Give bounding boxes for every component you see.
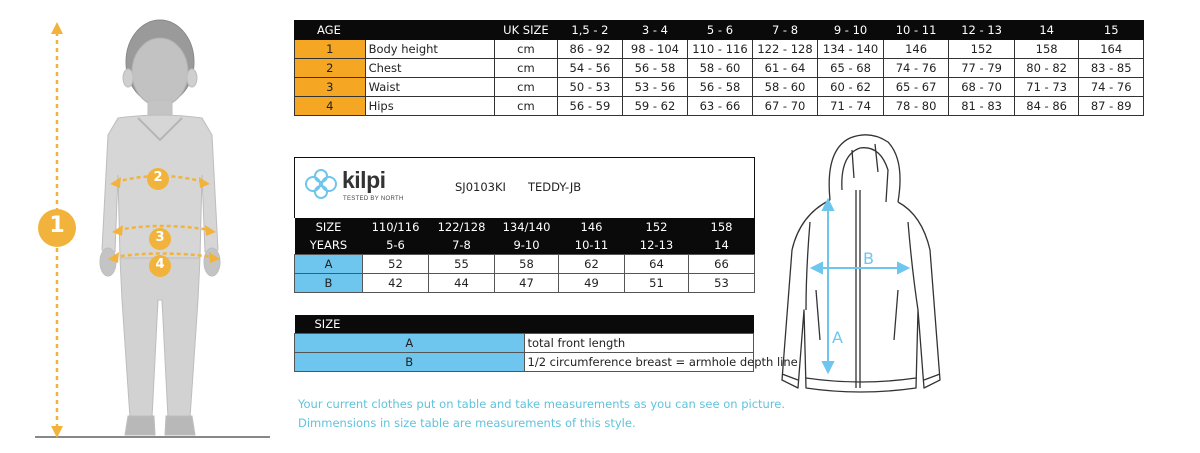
size-chart-header-row	[295, 21, 1144, 40]
table-cell: 158	[1014, 40, 1079, 59]
row-label: Chest	[365, 59, 494, 78]
brand-header-box	[294, 157, 755, 218]
table-cell: 65 - 67	[883, 78, 949, 97]
table-row	[295, 353, 754, 372]
row-label: A	[295, 334, 525, 353]
table-cell: 78 - 80	[883, 97, 949, 116]
header-uk-size: UK SIZE	[494, 21, 558, 40]
years-cell: 7-8	[429, 236, 495, 255]
table-cell: 42	[363, 274, 429, 293]
table-cell: 56 - 58	[622, 59, 688, 78]
table-cell: 56 - 58	[688, 78, 753, 97]
table-cell: 52	[363, 255, 429, 274]
table-cell: 65 - 68	[818, 59, 884, 78]
header-size: 7 - 8	[752, 21, 818, 40]
table-cell: 67 - 70	[752, 97, 818, 116]
table-cell: 110 - 116	[688, 40, 753, 59]
brand-name: kilpi	[342, 167, 386, 193]
table-cell: 63 - 66	[688, 97, 753, 116]
table-cell: 77 - 79	[949, 59, 1015, 78]
row-number: 4	[295, 97, 366, 116]
header-size: 9 - 10	[818, 21, 884, 40]
table-cell: 47	[495, 274, 559, 293]
table-cell: 146	[883, 40, 949, 59]
table-row	[295, 40, 1144, 59]
table-cell: 51	[625, 274, 689, 293]
product-name: TEDDY-JB	[528, 180, 582, 194]
legend-header: SIZE	[295, 315, 754, 334]
size-cell: 122/128	[429, 218, 495, 236]
table-cell: 58 - 60	[688, 59, 753, 78]
table-row	[295, 78, 1144, 97]
table-cell: 81 - 83	[949, 97, 1015, 116]
table-cell: 68 - 70	[949, 78, 1015, 97]
brand-tagline: TESTED BY NORTH	[343, 196, 404, 202]
years-cell: 9-10	[495, 236, 559, 255]
table-cell: 98 - 104	[622, 40, 688, 59]
years-row	[295, 236, 755, 255]
marker-waist: 3	[155, 230, 165, 245]
note-line-2: Dimmensions in size table are measurements of this style.	[298, 416, 636, 430]
table-cell: 71 - 74	[818, 97, 884, 116]
table-cell: 74 - 76	[883, 59, 949, 78]
table-cell: 55	[429, 255, 495, 274]
row-label: B	[295, 274, 363, 293]
row-number: 3	[295, 78, 366, 97]
size-row	[295, 218, 755, 236]
table-cell: 152	[949, 40, 1015, 59]
marker-hips: 4	[155, 257, 165, 272]
product-code: SJ0103KI	[455, 180, 506, 194]
table-cell: 44	[429, 274, 495, 293]
table-cell: 86 - 92	[558, 40, 623, 59]
row-unit: cm	[494, 59, 558, 78]
table-cell: 134 - 140	[818, 40, 884, 59]
jacket-illustration	[770, 130, 950, 400]
table-row	[295, 334, 754, 353]
jacket-label-a: A	[832, 328, 843, 347]
row-number: 1	[295, 40, 366, 59]
table-cell: 61 - 64	[752, 59, 818, 78]
years-label: YEARS	[295, 236, 363, 255]
header-size: 10 - 11	[883, 21, 949, 40]
note-line-1: Your current clothes put on table and take measurements as you can see on picture.	[298, 397, 786, 411]
table-cell: 84 - 86	[1014, 97, 1079, 116]
years-cell: 5-6	[363, 236, 429, 255]
table-cell: 74 - 76	[1079, 78, 1144, 97]
table-cell: 56 - 59	[558, 97, 623, 116]
row-unit: cm	[494, 40, 558, 59]
row-description: total front length	[524, 334, 754, 353]
marker-chest: 2	[153, 170, 163, 185]
header-size: 1,5 - 2	[558, 21, 623, 40]
years-cell: 10-11	[559, 236, 625, 255]
table-row	[295, 59, 1144, 78]
measurement-legend-table	[294, 315, 798, 372]
table-cell: 62	[559, 255, 625, 274]
table-cell: 49	[559, 274, 625, 293]
table-cell: 71 - 73	[1014, 78, 1079, 97]
table-cell: 87 - 89	[1079, 97, 1144, 116]
header-size: 5 - 6	[688, 21, 753, 40]
row-number: 2	[295, 59, 366, 78]
table-cell: 53	[689, 274, 755, 293]
row-label: Hips	[365, 97, 494, 116]
row-label: Waist	[365, 78, 494, 97]
table-cell: 54 - 56	[558, 59, 623, 78]
table-cell: 53 - 56	[622, 78, 688, 97]
years-cell: 14	[689, 236, 755, 255]
row-label: Body height	[365, 40, 494, 59]
marker-height: 1	[49, 213, 65, 238]
table-cell: 122 - 128	[752, 40, 818, 59]
table-cell: 66	[689, 255, 755, 274]
size-cell: 158	[689, 218, 755, 236]
row-label: B	[295, 353, 525, 372]
table-cell: 58	[495, 255, 559, 274]
header-age: AGE	[295, 21, 495, 40]
style-measurement-table	[294, 218, 755, 293]
header-size: 15	[1079, 21, 1144, 40]
size-cell: 146	[559, 218, 625, 236]
table-cell: 58 - 60	[752, 78, 818, 97]
table-row	[295, 255, 755, 274]
size-cell: 134/140	[495, 218, 559, 236]
size-label: SIZE	[295, 218, 363, 236]
table-row	[295, 274, 755, 293]
table-cell: 83 - 85	[1079, 59, 1144, 78]
header-size: 3 - 4	[622, 21, 688, 40]
row-label: A	[295, 255, 363, 274]
table-row	[295, 97, 1144, 116]
header-size: 14	[1014, 21, 1079, 40]
size-chart-table	[294, 20, 1144, 116]
row-unit: cm	[494, 97, 558, 116]
row-description: 1/2 circumference breast = armhole depth line	[524, 353, 754, 372]
legend-header-row	[295, 315, 754, 334]
years-cell: 12-13	[625, 236, 689, 255]
size-cell: 110/116	[363, 218, 429, 236]
kilpi-knot-logo-icon	[301, 167, 341, 201]
header-size: 12 - 13	[949, 21, 1015, 40]
table-cell: 80 - 82	[1014, 59, 1079, 78]
table-cell: 59 - 62	[622, 97, 688, 116]
row-unit: cm	[494, 78, 558, 97]
table-cell: 50 - 53	[558, 78, 623, 97]
size-cell: 152	[625, 218, 689, 236]
table-cell: 64	[625, 255, 689, 274]
table-cell: 60 - 62	[818, 78, 884, 97]
jacket-label-b: B	[863, 249, 874, 268]
table-cell: 164	[1079, 40, 1144, 59]
